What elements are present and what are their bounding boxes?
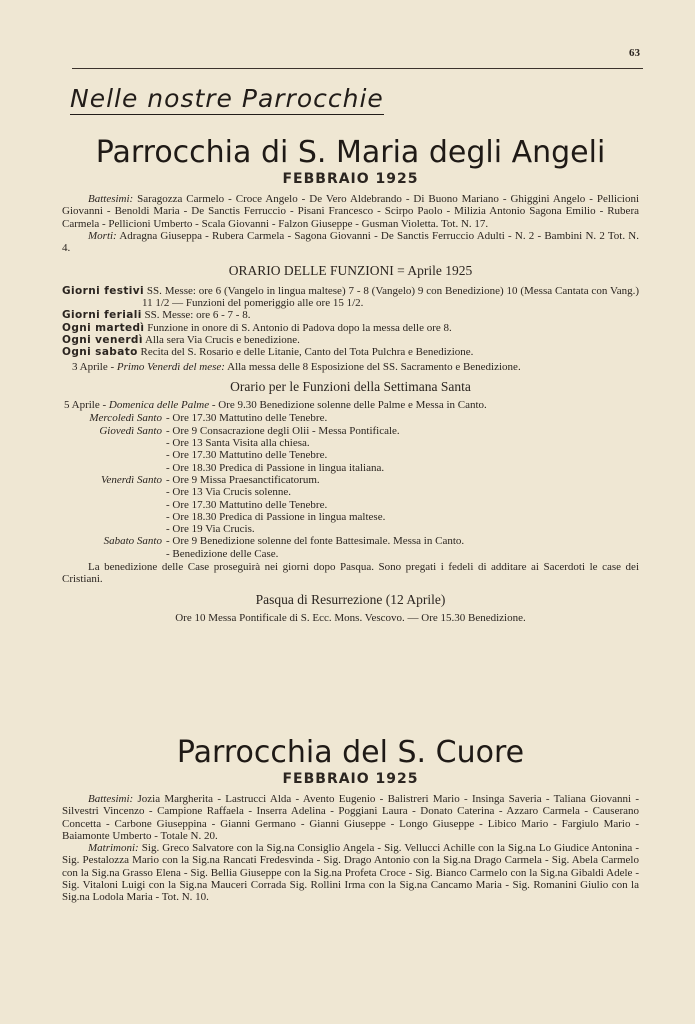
orario-text: SS. Messe: ore 6 (Vangelo in lingua maltese) 7 - 8 (Vangelo) 9 con Benedizione) 10 (Messa Cantata con Vang.) 11 1/2 — Funzioni del pomeriggio alle ore 15 1/2. [142,284,639,310]
week-item: - Ore 13 Via Crucis solenne. [166,486,291,499]
morti-paragraph [62,230,639,255]
page-number: 63 [629,47,640,59]
battesimi-paragraph [62,793,639,842]
orario-text: Funzione in onore di S. Antonio di Padova dopo la messa delle ore 8. [147,321,452,334]
week-item: - Benedizione delle Case. [166,547,279,560]
week-item: - Ore 13 Santa Visita alla chiesa. [166,437,310,450]
orario-item [62,285,639,310]
battesimi-label: Battesimi: [88,793,134,805]
holy-week-schedule [62,412,639,560]
battesimi-label: Battesimi: [88,193,134,205]
week-item: - Ore 9 Missa Praesanctificatorum. [166,473,320,486]
orario-text: Recita del S. Rosario e delle Litanie, Canto del Tota Pulchra e Benedizione. [140,346,474,359]
battesimi-paragraph [62,193,639,230]
morti-label: Morti: [88,229,117,242]
orario-label: Ogni sabato [62,346,138,359]
morti-text: Adragna Giuseppa - Rubera Carmela - Sagona Giovanni - De Sanctis Ferruccio Adulti - N. 2 - Bambini N. 2 Tot. N. 4. [62,229,639,255]
battesimi-text: Saragozza Carmelo - Croce Angelo - De Vero Aldebrando - Di Buono Mariano - Ghiggini Angelo - Pellicioni Giovanni - Benoldi Maria - De Sanctis Ferruccio - Pisani Francesco - Scirpo Paolo - Milizia Antonio Sagona Emilio - Rubera Carmela - Pellicioni Umberto - Scala Giovanni - Falzon Giuseppe - Gusman Violetta. Tot. N. 17. [62,193,640,230]
top-rule [72,68,643,69]
week-row [62,474,639,535]
orario-item [62,346,639,358]
week-row [62,425,639,474]
week-items [166,412,639,424]
orario-text: Alla sera Via Crucis e benedizione. [144,333,300,346]
pasqua-heading: Pasqua di Resurrezione (12 Aprile) [255,591,446,607]
palme-date: 5 Aprile - [64,399,107,412]
week-item: - Ore 18.30 Predica di Passione in lingua italiana. [166,461,385,474]
parish-title: Parrocchia di S. Maria degli Angeli [95,135,606,170]
orario-label: Ogni venerdì [62,333,143,346]
battesimi-text: Jozia Margherita - Lastrucci Alda - Avento Eugenio - Balistreri Mario - Insinga Saveria - Taliana Giovanni - Silvestri Vincenzo - Campione Raffaela - Inserra Adelina - Poggiani Laura - Donato Caterina - Azzaro Carmela - Causerano Concetta - Carbone Giuseppina - Gianni Germano - Gianni Giuseppe - Longo Giuseppe - Libico Mario - Fargiulo Mario - Baiamonte Umberto - Totale N. 20. [62,793,640,842]
matrimoni-paragraph [62,842,639,903]
week-items [166,474,639,535]
week-day: Mercoledì Santo [89,412,162,425]
parish-month: FEBBRAIO 1925 [282,771,419,787]
palme-paragraph [62,399,639,411]
week-item: - Ore 18.30 Predica di Passione in lingua maltese. [166,510,386,523]
week-row [62,535,639,560]
week-item: - Ore 17.30 Mattutino delle Tenebre. [166,412,328,425]
palme-label: Domenica delle Palme [108,399,210,412]
week-day: Giovedì Santo [99,424,162,437]
orario-text: SS. Messe: ore 6 - 7 - 8. [144,309,251,322]
primo-venerdi-date: 3 Aprile - [72,360,115,373]
primo-venerdi-paragraph [62,361,639,373]
orario-item [62,309,639,321]
parish-santa-maria [62,136,639,624]
parish-month: FEBBRAIO 1925 [282,171,419,187]
orario-item [62,322,639,334]
section-title: Nelle nostre Parrocchie [70,84,384,113]
week-items [166,535,639,560]
orario-label: Giorni festivi [62,284,145,297]
orario-label: Giorni feriali [62,309,142,322]
week-items [166,425,639,474]
primo-venerdi-label: Primo Venerdì del mese: [116,360,225,373]
parish-sacro-cuore [62,736,639,904]
parish-title: Parrocchia del S. Cuore [176,735,525,770]
orario-item [62,334,639,346]
pasqua-text: Ore 10 Messa Pontificale di S. Ecc. Mons. Vescovo. — Ore 15.30 Benedizione. [175,611,526,624]
parish-body [62,193,639,624]
week-item: - Ore 17.30 Mattutino delle Tenebre. [166,498,328,511]
week-item: - Ore 19 Via Crucis. [166,523,255,536]
orario-list [62,285,639,359]
matrimoni-label: Matrimoni: [88,842,139,855]
settimana-heading: Orario per le Funzioni della Settimana Santa [230,378,471,394]
week-day: Sabato Santo [103,535,162,548]
week-row [62,412,639,424]
week-item: - Ore 9 Benedizione solenne del fonte Battesimale. Messa in Canto. [166,535,465,548]
primo-venerdi-text: Alla messa delle 8 Esposizione del SS. Sacramento e Benedizione. [227,360,521,373]
palme-text: - Ore 9.30 Benedizione solenne delle Palme e Messa in Canto. [211,399,487,412]
parish-body [62,793,639,904]
week-item: - Ore 17.30 Mattutino delle Tenebre. [166,449,328,462]
orario-heading: ORARIO DELLE FUNZIONI = Aprile 1925 [228,263,473,279]
matrimoni-text: Sig. Greco Salvatore con la Sig.na Consiglio Angela - Sig. Vellucci Achille con la Sig.na Lo Giudice Antonina - Sig. Pestalozza Mario con la Sig.na Rancati Fredesvinda - Sig. Drago Antonio con la Sig.na Drago Carmela - Sig. Abela Carmelo con la Sig.na Grasso Elena - Sig. Bellia Giuseppe con la Sig.na Profeta Croce - Sig. Bianco Carmelo con la Sig.na Gibaldi Adele - Sig. Vitaloni Luigi con la Sig.na Mauceri Corrada Sig. Rollini Irma con la Sig.na Cancamo Maria - Sig. Romanini Giulio con la Sig.na Lodola Maria - Tot. N. 10. [62,842,639,904]
week-day: Venerdì Santo [101,473,162,486]
case-paragraph: La benedizione delle Case proseguirà nei giorni dopo Pasqua. Sono pregati i fedeli di additare ai Sacerdoti le case dei Cristiani. [62,561,639,586]
week-item: - Ore 9 Consacrazione degli Olii - Messa Pontificale. [166,424,400,437]
orario-label: Ogni martedì [62,321,145,334]
